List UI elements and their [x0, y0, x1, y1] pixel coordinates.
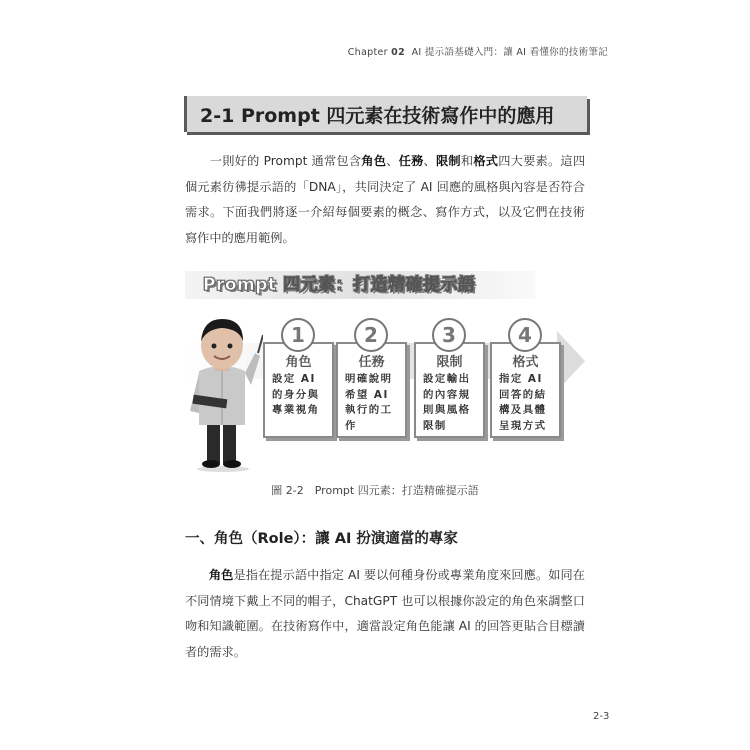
number-badge: 4	[508, 318, 542, 352]
figure-title: Prompt 四元素：打造精確提示語	[203, 275, 476, 295]
running-header	[348, 44, 608, 58]
number-badge: 1	[281, 318, 315, 352]
intro-bold: 格式	[473, 154, 499, 168]
card-title: 任務	[358, 355, 385, 370]
role-paragraph	[185, 563, 585, 665]
section-title: 2-1 Prompt 四元素在技術寫作中的應用	[200, 105, 555, 127]
intro-bold: 限制	[435, 154, 461, 168]
page-number: 2-3	[593, 711, 610, 722]
element-card-task	[336, 323, 407, 438]
role-bold: 角色	[208, 568, 234, 582]
card-description: 明確說明希望 AI 執行的工作	[345, 373, 393, 432]
figure-caption: 圖 2-2 Prompt 四元素：打造精確提示語	[271, 484, 479, 497]
element-card-format	[490, 323, 561, 438]
presenter-illustration	[185, 313, 263, 473]
chapter-title: AI 提示語基礎入門：讓 AI 看懂你的技術筆記	[411, 47, 608, 58]
role-text: 是指在提示語中指定 AI 要以何種身份或專業角度來回應。如同在不同情境下戴上不同的帽子，ChatGPT 也可以根據你設定的角色來調整口吻和知識範圍。在技術寫作中，適當設定角色能讓 AI 的回答更貼合目標讀者的需求。	[185, 568, 585, 659]
intro-bold: 任務	[398, 154, 424, 168]
card-title: 限制	[436, 355, 463, 370]
number-badge: 2	[354, 318, 388, 352]
intro-text: 和	[460, 154, 474, 168]
intro-text: 、	[386, 154, 399, 168]
element-card-role	[263, 323, 334, 438]
section-title-box	[184, 96, 587, 132]
number-badge: 3	[432, 318, 466, 352]
intro-text: 四大要素。這四個元素彷彿提示語的「DNA」，共同決定了 AI 回應的風格與內容是否符合需求。下面我們將逐一介紹每個要素的概念、寫作方式，以及它們在技術寫作中的應用範例。	[185, 154, 586, 245]
card-description: 設定 AI 的身分與專業視角	[272, 373, 320, 416]
intro-paragraph	[185, 149, 585, 251]
chapter-label: Chapter	[347, 47, 388, 58]
prompt-elements-figure	[185, 265, 585, 475]
chapter-number: 02	[391, 47, 405, 58]
intro-text: 、	[423, 154, 436, 168]
intro-bold: 角色	[361, 154, 387, 168]
subsection-heading: 一、角色（Role）：讓 AI 扮演適當的專家	[185, 531, 458, 547]
card-title: 角色	[285, 355, 312, 370]
card-description: 設定輸出的內容規則與風格限制	[423, 373, 471, 432]
element-card-constraint	[414, 323, 485, 438]
intro-text: 一則好的 Prompt 通常包含	[209, 154, 362, 168]
card-description: 指定 AI 回答的結構及具體呈現方式	[499, 373, 547, 432]
card-title: 格式	[512, 355, 539, 370]
